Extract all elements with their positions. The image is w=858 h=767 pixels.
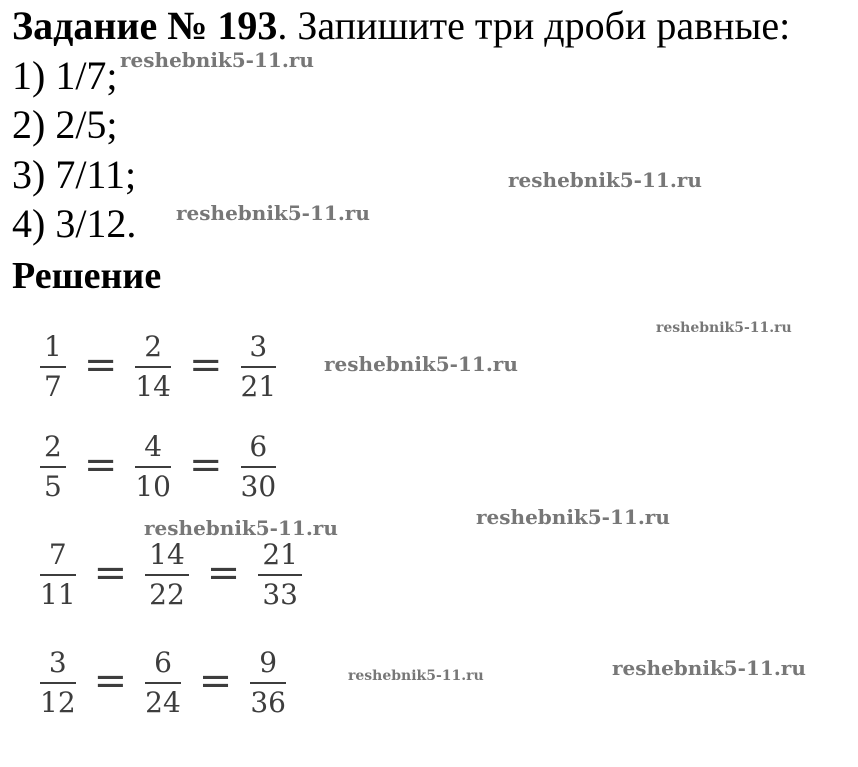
fraction (40, 431, 66, 503)
fraction-numerator: 7 (48, 538, 67, 571)
watermark: reshebnik5-11.ru (120, 48, 314, 72)
equals-sign: = (93, 550, 128, 596)
fraction-numerator: 2 (144, 330, 163, 363)
fraction-numerator: 6 (154, 646, 172, 679)
equation-row (40, 638, 286, 728)
fraction-bar (241, 466, 277, 468)
fraction (241, 431, 277, 503)
fraction (40, 539, 76, 611)
equation-row (40, 322, 276, 412)
equals-sign: = (198, 658, 233, 704)
fraction-denominator: 5 (44, 470, 62, 503)
fraction-bar (258, 574, 302, 576)
equals-sign: = (83, 342, 118, 388)
watermark: reshebnik5-11.ru (144, 516, 338, 540)
fraction-denominator: 7 (44, 370, 62, 403)
equals-sign: = (206, 550, 241, 596)
fraction (241, 331, 277, 403)
fraction (40, 331, 66, 403)
fraction-numerator: 6 (249, 430, 268, 463)
watermark: reshebnik5-11.ru (324, 352, 518, 376)
fraction (40, 647, 76, 719)
fraction-denominator: 33 (262, 578, 298, 611)
fraction-numerator: 2 (44, 430, 62, 463)
fraction-bar (145, 682, 181, 684)
fraction-denominator: 21 (240, 370, 277, 403)
task-description: . Запишите три дроби равные: (277, 3, 791, 48)
fraction-denominator: 11 (40, 578, 76, 611)
fraction (135, 431, 171, 503)
fraction-numerator: 4 (144, 430, 163, 463)
watermark: reshebnik5-11.ru (612, 656, 806, 680)
watermark: reshebnik5-11.ru (656, 320, 792, 336)
equals-sign: = (188, 442, 223, 488)
fraction (250, 647, 286, 719)
task-item-1: 1) 1/7; (12, 53, 118, 98)
fraction-bar (135, 466, 171, 468)
fraction-numerator: 3 (48, 646, 67, 679)
fraction-denominator: 14 (135, 370, 171, 403)
task-item-2: 2) 2/5; (12, 102, 118, 147)
fraction-bar (40, 574, 76, 576)
equals-sign: = (93, 658, 128, 704)
fraction-numerator: 14 (149, 538, 185, 571)
task-item-4: 4) 3/12. (12, 201, 137, 246)
fraction-bar (40, 682, 76, 684)
fraction-numerator: 3 (249, 330, 268, 363)
fraction-denominator: 36 (250, 686, 286, 719)
fraction (145, 647, 181, 719)
fraction-denominator: 30 (240, 470, 277, 503)
task-number: Задание № 193 (12, 3, 278, 48)
fraction-bar (40, 366, 66, 368)
fraction-bar (241, 366, 277, 368)
watermark: reshebnik5-11.ru (508, 168, 702, 192)
fraction (145, 539, 189, 611)
equation-row (40, 422, 276, 512)
fraction (258, 539, 302, 611)
fraction-bar (40, 466, 66, 468)
fraction-denominator: 10 (135, 470, 171, 503)
equation-row (40, 530, 302, 620)
watermark: reshebnik5-11.ru (348, 668, 484, 684)
solution-heading: Решение (12, 255, 162, 297)
watermark: reshebnik5-11.ru (476, 505, 670, 529)
task-item-3: 3) 7/11; (12, 152, 137, 197)
fraction-denominator: 22 (149, 578, 185, 611)
fraction-denominator: 12 (40, 686, 76, 719)
equals-sign: = (188, 342, 223, 388)
fraction-denominator: 24 (145, 686, 181, 719)
watermark: reshebnik5-11.ru (176, 201, 370, 225)
fraction-bar (135, 366, 171, 368)
fraction-numerator: 9 (259, 646, 278, 679)
fraction (135, 331, 171, 403)
task-title (12, 4, 790, 48)
fraction-bar (145, 574, 189, 576)
fraction-numerator: 1 (44, 330, 62, 363)
fraction-numerator: 21 (262, 538, 298, 571)
fraction-bar (250, 682, 286, 684)
equals-sign: = (83, 442, 118, 488)
